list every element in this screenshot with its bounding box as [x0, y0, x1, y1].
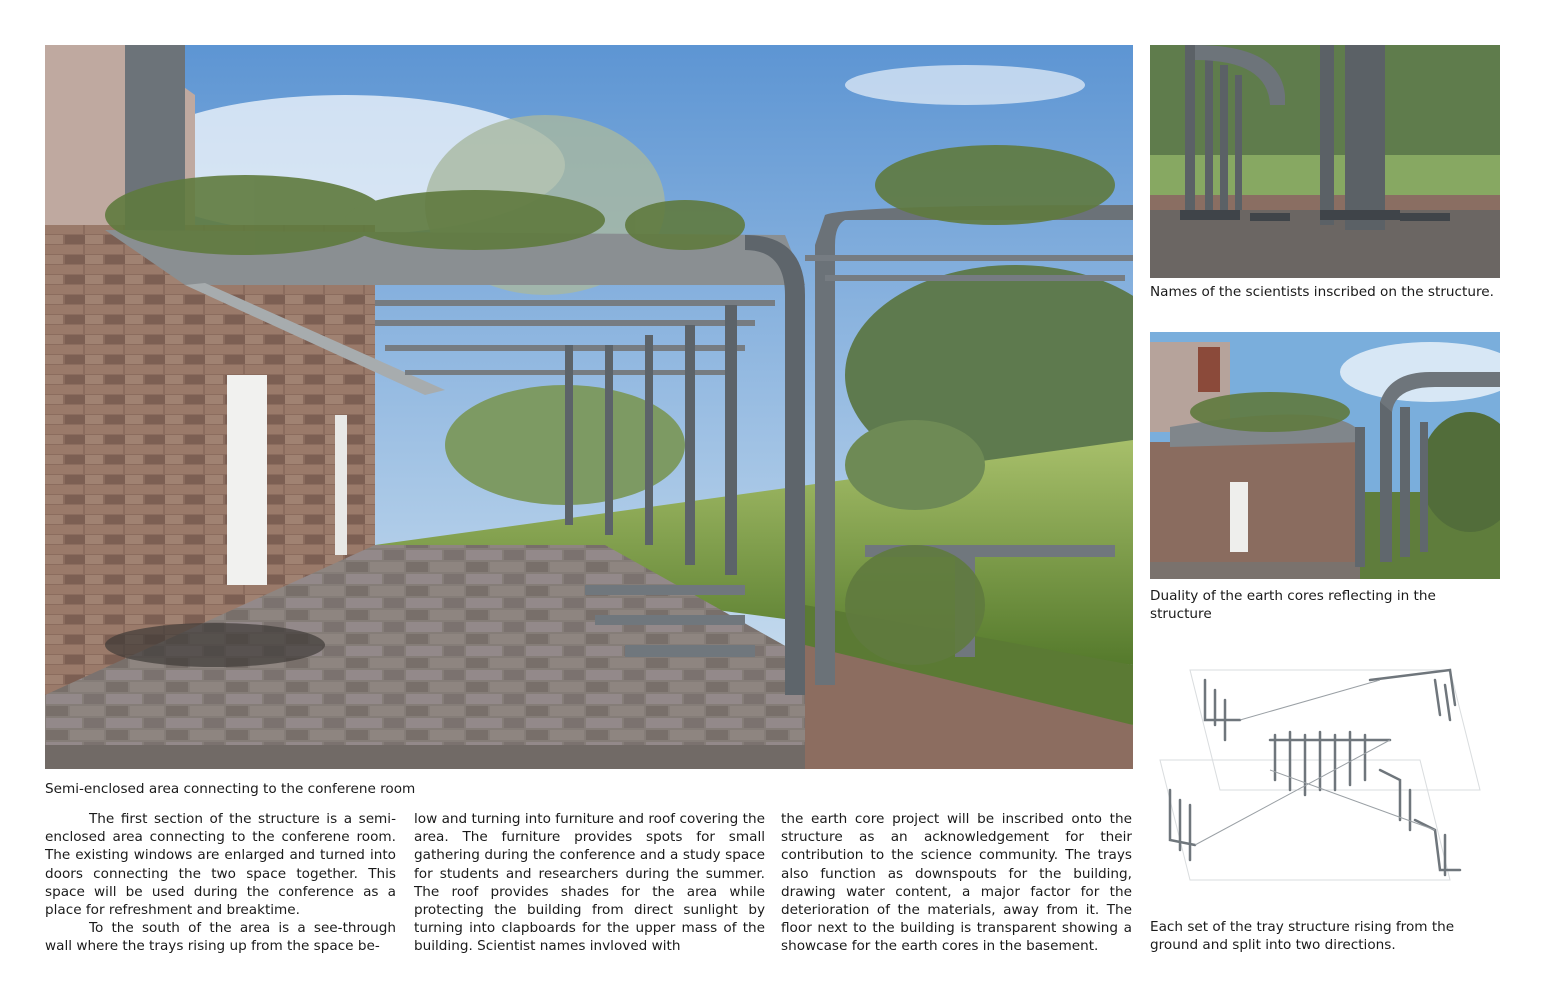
axonometric-caption: Each set of the tray structure rising from the ground and split into two directions. — [1150, 919, 1455, 953]
body-text-column-3 — [781, 810, 1132, 956]
scientist-names-render-image — [1150, 45, 1500, 278]
duality-render-image — [1150, 332, 1500, 579]
body-paragraph: the earth core project will be inscribed onto the structure as an acknowledgement for their contribution to the science community. The trays also function as downspouts for the building, drawing water content, a major factor for the deterioration of the materials, away from it. The floor next to the building is transparent showing a showcase for the earth cores in the basement. — [781, 811, 1132, 955]
body-paragraph: The first section of the structure is a semi-enclosed area connecting to the conferene room. The existing windows are enlarged and turned into doors connecting the two space together. This space will be used during the conference as a place for refreshment and breaktime. — [45, 811, 396, 919]
tray-structure-axonometric-diagram — [1150, 640, 1500, 890]
body-text-column-1 — [45, 810, 396, 956]
body-paragraph: To the south of the area is a see-through wall where the trays rising up from the space be- — [45, 920, 396, 955]
scientist-names-caption: Names of the scientists inscribed on the structure. — [1150, 284, 1494, 300]
body-paragraph: low and turning into furniture and roof covering the area. The furniture provides spots for small gathering during the conference and a study space for students and researchers during the summer. The roof provides shades for the area while protecting the building from direct sunlight by turning into clapboards for the upper mass of the building. Scientist names invloved with — [414, 811, 765, 955]
duality-caption: Duality of the earth cores reflecting in the structure — [1150, 588, 1436, 622]
body-text-column-2 — [414, 810, 765, 956]
main-render-image — [45, 45, 1133, 769]
main-figure-caption: Semi-enclosed area connecting to the conferene room — [45, 781, 416, 797]
